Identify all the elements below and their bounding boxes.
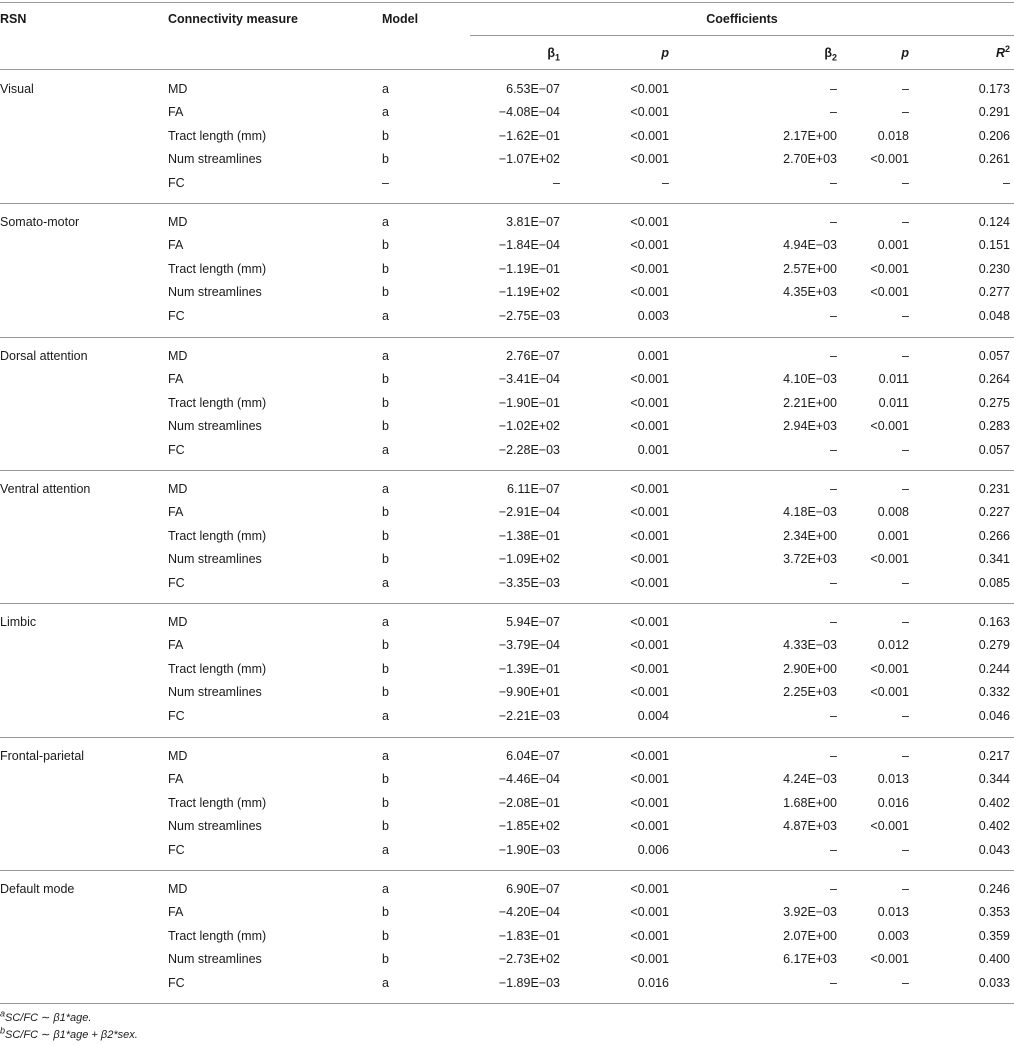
cell-model: a (382, 215, 389, 229)
cell-beta2: 4.18E−03 (783, 505, 837, 519)
cell-p2: – (902, 882, 909, 896)
header-coefficients: Coefficients (706, 12, 778, 26)
cell-r-squared: 0.244 (978, 662, 1010, 676)
cell-p1: <0.001 (630, 372, 669, 386)
cell-p1: <0.001 (630, 482, 669, 496)
cell-r-squared: 0.043 (978, 843, 1010, 857)
cell-measure: FC (168, 309, 185, 323)
cell-model: a (382, 749, 389, 763)
cell-beta2: – (830, 882, 837, 896)
cell-r-squared: 0.402 (978, 796, 1010, 810)
cell-p2: <0.001 (870, 419, 909, 433)
cell-p1: <0.001 (630, 262, 669, 276)
cell-measure: Num streamlines (168, 152, 262, 166)
cell-model: a (382, 976, 389, 990)
cell-r-squared: 0.291 (978, 105, 1010, 119)
cell-p1: <0.001 (630, 772, 669, 786)
cell-beta1: 6.53E−07 (506, 82, 560, 96)
cell-beta1: −2.73E+02 (498, 952, 560, 966)
cell-beta1: −4.20E−04 (498, 905, 560, 919)
cell-model: b (382, 372, 389, 386)
footnote-b: $^b$SC/FC ∼ β1*age + β2*sex. (0, 1025, 138, 1041)
cell-beta2: 6.17E+03 (783, 952, 837, 966)
group-separator-rule (0, 870, 1014, 871)
header-connectivity-measure: Connectivity measure (168, 12, 298, 26)
cell-p2: – (902, 176, 909, 190)
cell-beta2: – (830, 105, 837, 119)
cell-r-squared: 0.246 (978, 882, 1010, 896)
cell-p2: <0.001 (870, 285, 909, 299)
cell-beta2: 4.33E−03 (783, 638, 837, 652)
cell-measure: Tract length (mm) (168, 529, 267, 543)
group-separator-rule (0, 470, 1014, 471)
cell-r-squared: 0.048 (978, 309, 1010, 323)
cell-p1: <0.001 (630, 419, 669, 433)
cell-beta1: −1.84E−04 (498, 238, 560, 252)
cell-r-squared: 0.264 (978, 372, 1010, 386)
cell-model: a (382, 82, 389, 96)
cell-p1: 0.004 (637, 709, 669, 723)
cell-model: b (382, 952, 389, 966)
cell-model: b (382, 819, 389, 833)
cell-model: b (382, 152, 389, 166)
cell-measure: Tract length (mm) (168, 662, 267, 676)
cell-beta2: – (830, 349, 837, 363)
header-rsn: RSN (0, 12, 27, 26)
cell-p1: <0.001 (630, 552, 669, 566)
cell-measure: FA (168, 238, 184, 252)
cell-p2: – (902, 215, 909, 229)
cell-measure: FC (168, 976, 185, 990)
cell-beta1: 5.94E−07 (506, 615, 560, 629)
cell-beta2: 2.25E+03 (783, 685, 837, 699)
cell-r-squared: – (1003, 176, 1010, 190)
cell-measure: FC (168, 443, 185, 457)
cell-beta1: −1.85E+02 (498, 819, 560, 833)
cell-beta1: −2.28E−03 (498, 443, 560, 457)
cell-model: b (382, 685, 389, 699)
cell-r-squared: 0.400 (978, 952, 1010, 966)
rsn-label: Ventral attention (0, 482, 91, 496)
cell-beta2: – (830, 615, 837, 629)
cell-r-squared: 0.057 (978, 349, 1010, 363)
cell-p2: 0.003 (877, 929, 909, 943)
cell-model: b (382, 396, 389, 410)
cell-beta2: 2.21E+00 (783, 396, 837, 410)
cell-r-squared: 0.341 (978, 552, 1010, 566)
cell-model: b (382, 419, 389, 433)
cell-model: b (382, 638, 389, 652)
header-model: Model (382, 12, 419, 26)
cell-model: a (382, 709, 389, 723)
cell-r-squared: 0.359 (978, 929, 1010, 943)
cell-beta1: −1.62E−01 (498, 129, 560, 143)
cell-r-squared: 0.163 (978, 615, 1010, 629)
cell-measure: MD (168, 215, 188, 229)
cell-r-squared: 0.124 (978, 215, 1010, 229)
cell-p2: – (902, 976, 909, 990)
cell-beta1: −2.91E−04 (498, 505, 560, 519)
cell-r-squared: 0.057 (978, 443, 1010, 457)
cell-model: a (382, 615, 389, 629)
cell-beta2: 2.70E+03 (783, 152, 837, 166)
cell-p1: 0.001 (637, 349, 669, 363)
cell-beta2: 2.57E+00 (783, 262, 837, 276)
cell-measure: FA (168, 638, 184, 652)
cell-p2: <0.001 (870, 662, 909, 676)
coefficients-rule (470, 35, 1014, 36)
cell-beta2: 4.35E+03 (783, 285, 837, 299)
cell-beta2: – (830, 215, 837, 229)
cell-measure: Num streamlines (168, 285, 262, 299)
cell-measure: Num streamlines (168, 552, 262, 566)
cell-p2: 0.001 (877, 529, 909, 543)
cell-beta1: −2.21E−03 (498, 709, 560, 723)
cell-beta1: −1.90E−03 (498, 843, 560, 857)
cell-p1: <0.001 (630, 505, 669, 519)
cell-r-squared: 0.046 (978, 709, 1010, 723)
group-separator-rule (0, 1003, 1014, 1004)
cell-measure: MD (168, 615, 188, 629)
cell-model: a (382, 309, 389, 323)
group-separator-rule (0, 603, 1014, 604)
cell-r-squared: 0.353 (978, 905, 1010, 919)
cell-model: a (382, 105, 389, 119)
cell-beta2: – (830, 576, 837, 590)
group-separator-rule (0, 203, 1014, 204)
cell-beta2: 2.34E+00 (783, 529, 837, 543)
cell-p1: <0.001 (630, 796, 669, 810)
cell-measure: Tract length (mm) (168, 262, 267, 276)
cell-beta1: −1.07E+02 (498, 152, 560, 166)
cell-model: a (382, 576, 389, 590)
cell-model: b (382, 129, 389, 143)
cell-model: b (382, 285, 389, 299)
rsn-label: Dorsal attention (0, 349, 88, 363)
cell-p2: – (902, 749, 909, 763)
cell-measure: FA (168, 905, 184, 919)
cell-beta1: −4.46E−04 (498, 772, 560, 786)
cell-p2: <0.001 (870, 819, 909, 833)
footnote-a: $^a$SC/FC ∼ β1*age. (0, 1008, 92, 1024)
cell-model: b (382, 929, 389, 943)
cell-r-squared: 0.231 (978, 482, 1010, 496)
cell-beta2: 2.94E+03 (783, 419, 837, 433)
cell-p2: – (902, 349, 909, 363)
cell-r-squared: 0.173 (978, 82, 1010, 96)
cell-measure: MD (168, 882, 188, 896)
header-p2: p (901, 46, 909, 60)
cell-r-squared: 0.277 (978, 285, 1010, 299)
cell-measure: FA (168, 505, 184, 519)
cell-r-squared: 0.206 (978, 129, 1010, 143)
cell-p1: <0.001 (630, 615, 669, 629)
cell-p1: <0.001 (630, 105, 669, 119)
cell-r-squared: 0.344 (978, 772, 1010, 786)
cell-beta2: – (830, 749, 837, 763)
cell-p1: <0.001 (630, 152, 669, 166)
cell-measure: FC (168, 576, 185, 590)
cell-beta1: −1.83E−01 (498, 929, 560, 943)
cell-p2: – (902, 576, 909, 590)
cell-beta2: 1.68E+00 (783, 796, 837, 810)
cell-measure: MD (168, 349, 188, 363)
cell-measure: FC (168, 843, 185, 857)
cell-p2: – (902, 615, 909, 629)
cell-p1: <0.001 (630, 238, 669, 252)
cell-beta2: 2.17E+00 (783, 129, 837, 143)
cell-p2: 0.001 (877, 238, 909, 252)
cell-beta1: −3.79E−04 (498, 638, 560, 652)
cell-model: b (382, 796, 389, 810)
cell-beta1: −1.02E+02 (498, 419, 560, 433)
cell-measure: MD (168, 749, 188, 763)
cell-beta2: – (830, 976, 837, 990)
cell-beta2: 3.92E−03 (783, 905, 837, 919)
cell-measure: Tract length (mm) (168, 129, 267, 143)
cell-p2: – (902, 82, 909, 96)
cell-beta2: – (830, 176, 837, 190)
cell-measure: FA (168, 772, 184, 786)
cell-beta1: 6.11E−07 (507, 482, 560, 496)
cell-measure: Tract length (mm) (168, 929, 267, 943)
cell-beta1: −3.41E−04 (498, 372, 560, 386)
cell-model: b (382, 905, 389, 919)
cell-measure: Num streamlines (168, 685, 262, 699)
cell-p1: <0.001 (630, 129, 669, 143)
cell-p2: 0.013 (877, 905, 909, 919)
cell-model: b (382, 552, 389, 566)
cell-r-squared: 0.261 (978, 152, 1010, 166)
header-rule (0, 69, 1014, 70)
cell-p1: <0.001 (630, 82, 669, 96)
cell-p1: – (662, 176, 669, 190)
cell-p1: <0.001 (630, 638, 669, 652)
cell-beta1: −1.90E−01 (498, 396, 560, 410)
cell-beta2: 4.94E−03 (783, 238, 837, 252)
cell-p2: – (902, 443, 909, 457)
cell-p1: <0.001 (630, 685, 669, 699)
cell-beta2: – (830, 709, 837, 723)
cell-r-squared: 0.230 (978, 262, 1010, 276)
cell-r-squared: 0.085 (978, 576, 1010, 590)
cell-p1: <0.001 (630, 396, 669, 410)
cell-p2: <0.001 (870, 262, 909, 276)
cell-beta1: −4.08E−04 (498, 105, 560, 119)
cell-model: b (382, 262, 389, 276)
cell-p1: <0.001 (630, 819, 669, 833)
cell-model: b (382, 529, 389, 543)
cell-p1: <0.001 (630, 215, 669, 229)
cell-model: a (382, 882, 389, 896)
cell-p1: <0.001 (630, 285, 669, 299)
cell-beta1: −1.89E−03 (498, 976, 560, 990)
cell-beta1: −1.38E−01 (498, 529, 560, 543)
cell-beta2: – (830, 309, 837, 323)
cell-p2: <0.001 (870, 552, 909, 566)
cell-p1: 0.001 (637, 443, 669, 457)
cell-p2: 0.016 (877, 796, 909, 810)
cell-p2: 0.011 (878, 396, 909, 410)
cell-r-squared: 0.332 (978, 685, 1010, 699)
cell-beta2: 2.90E+00 (783, 662, 837, 676)
cell-measure: MD (168, 82, 188, 96)
cell-model: a (382, 349, 389, 363)
cell-p2: 0.012 (877, 638, 909, 652)
header-r-squared: $R^2$ (995, 43, 1010, 60)
header-beta1: $\beta_1$ (547, 46, 560, 63)
cell-p2: <0.001 (870, 685, 909, 699)
cell-r-squared: 0.402 (978, 819, 1010, 833)
cell-beta1: 6.04E−07 (506, 749, 560, 763)
cell-p2: <0.001 (870, 952, 909, 966)
cell-p1: <0.001 (630, 929, 669, 943)
rsn-label: Frontal-parietal (0, 749, 85, 763)
cell-model: a (382, 482, 389, 496)
rsn-label: Limbic (0, 615, 37, 629)
cell-beta1: −1.09E+02 (498, 552, 560, 566)
cell-beta2: 4.10E−03 (783, 372, 837, 386)
group-separator-rule (0, 737, 1014, 738)
cell-p2: 0.018 (877, 129, 909, 143)
cell-r-squared: 0.217 (978, 749, 1010, 763)
cell-r-squared: 0.151 (978, 238, 1010, 252)
cell-beta1: – (553, 176, 560, 190)
cell-beta1: −3.35E−03 (498, 576, 560, 590)
cell-p1: 0.003 (637, 309, 669, 323)
header-beta2: $\beta_2$ (824, 46, 837, 63)
cell-measure: FC (168, 709, 185, 723)
cell-p2: 0.008 (877, 505, 909, 519)
cell-measure: FA (168, 105, 184, 119)
cell-model: b (382, 505, 389, 519)
cell-beta2: 4.87E+03 (783, 819, 837, 833)
cell-model: – (382, 176, 389, 190)
cell-beta1: −9.90E+01 (498, 685, 560, 699)
cell-measure: FA (168, 372, 184, 386)
group-separator-rule (0, 337, 1014, 338)
cell-p2: – (902, 709, 909, 723)
cell-p1: <0.001 (630, 905, 669, 919)
cell-beta1: −1.19E−01 (498, 262, 560, 276)
cell-p1: <0.001 (630, 952, 669, 966)
cell-r-squared: 0.227 (978, 505, 1010, 519)
cell-model: b (382, 662, 389, 676)
cell-beta1: −2.08E−01 (498, 796, 560, 810)
top-rule (0, 2, 1014, 3)
cell-measure: Tract length (mm) (168, 396, 267, 410)
cell-p2: – (902, 482, 909, 496)
cell-measure: Num streamlines (168, 952, 262, 966)
cell-beta1: −1.39E−01 (498, 662, 560, 676)
cell-beta1: −1.19E+02 (498, 285, 560, 299)
cell-p2: <0.001 (870, 152, 909, 166)
cell-beta2: – (830, 82, 837, 96)
cell-measure: Tract length (mm) (168, 796, 267, 810)
cell-r-squared: 0.279 (978, 638, 1010, 652)
cell-measure: Num streamlines (168, 819, 262, 833)
cell-p1: <0.001 (630, 662, 669, 676)
cell-p2: – (902, 309, 909, 323)
cell-p2: – (902, 843, 909, 857)
cell-r-squared: 0.275 (978, 396, 1010, 410)
cell-p1: <0.001 (630, 529, 669, 543)
cell-r-squared: 0.266 (978, 529, 1010, 543)
cell-beta2: – (830, 843, 837, 857)
cell-beta1: 3.81E−07 (506, 215, 560, 229)
cell-p1: <0.001 (630, 882, 669, 896)
cell-model: b (382, 772, 389, 786)
cell-model: b (382, 238, 389, 252)
cell-beta2: 3.72E+03 (783, 552, 837, 566)
cell-measure: FC (168, 176, 185, 190)
cell-measure: Num streamlines (168, 419, 262, 433)
cell-beta2: – (830, 482, 837, 496)
cell-p2: 0.013 (877, 772, 909, 786)
cell-r-squared: 0.033 (978, 976, 1010, 990)
cell-measure: MD (168, 482, 188, 496)
rsn-label: Somato-motor (0, 215, 80, 229)
cell-p2: – (902, 105, 909, 119)
cell-beta1: −2.75E−03 (498, 309, 560, 323)
cell-beta1: 6.90E−07 (506, 882, 560, 896)
cell-p1: 0.006 (637, 843, 669, 857)
cell-r-squared: 0.283 (978, 419, 1010, 433)
cell-model: a (382, 843, 389, 857)
cell-beta2: 2.07E+00 (783, 929, 837, 943)
rsn-label: Visual (0, 82, 34, 96)
cell-p1: <0.001 (630, 576, 669, 590)
cell-p2: 0.011 (878, 372, 909, 386)
cell-p1: 0.016 (637, 976, 669, 990)
rsn-label: Default mode (0, 882, 75, 896)
cell-beta2: – (830, 443, 837, 457)
cell-p1: <0.001 (630, 749, 669, 763)
cell-beta1: 2.76E−07 (506, 349, 560, 363)
header-p1: p (661, 46, 669, 60)
cell-model: a (382, 443, 389, 457)
cell-beta2: 4.24E−03 (783, 772, 837, 786)
